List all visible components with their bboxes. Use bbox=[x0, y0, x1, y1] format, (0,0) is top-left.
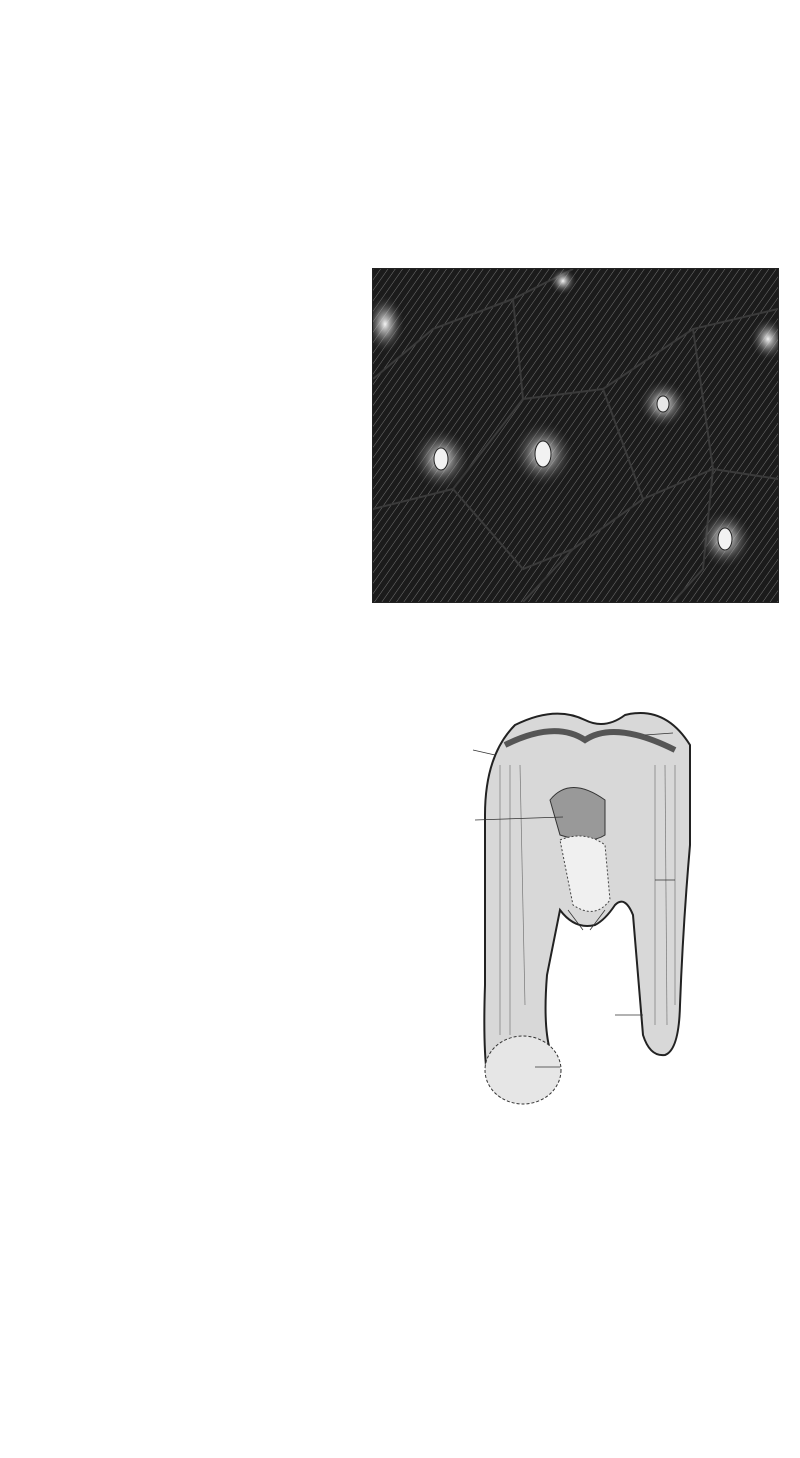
figure-756-image bbox=[372, 268, 779, 603]
enamel-cross-section-illustration bbox=[373, 269, 778, 602]
molar-section-illustration bbox=[455, 705, 705, 1115]
figure-757-image bbox=[455, 705, 705, 1115]
